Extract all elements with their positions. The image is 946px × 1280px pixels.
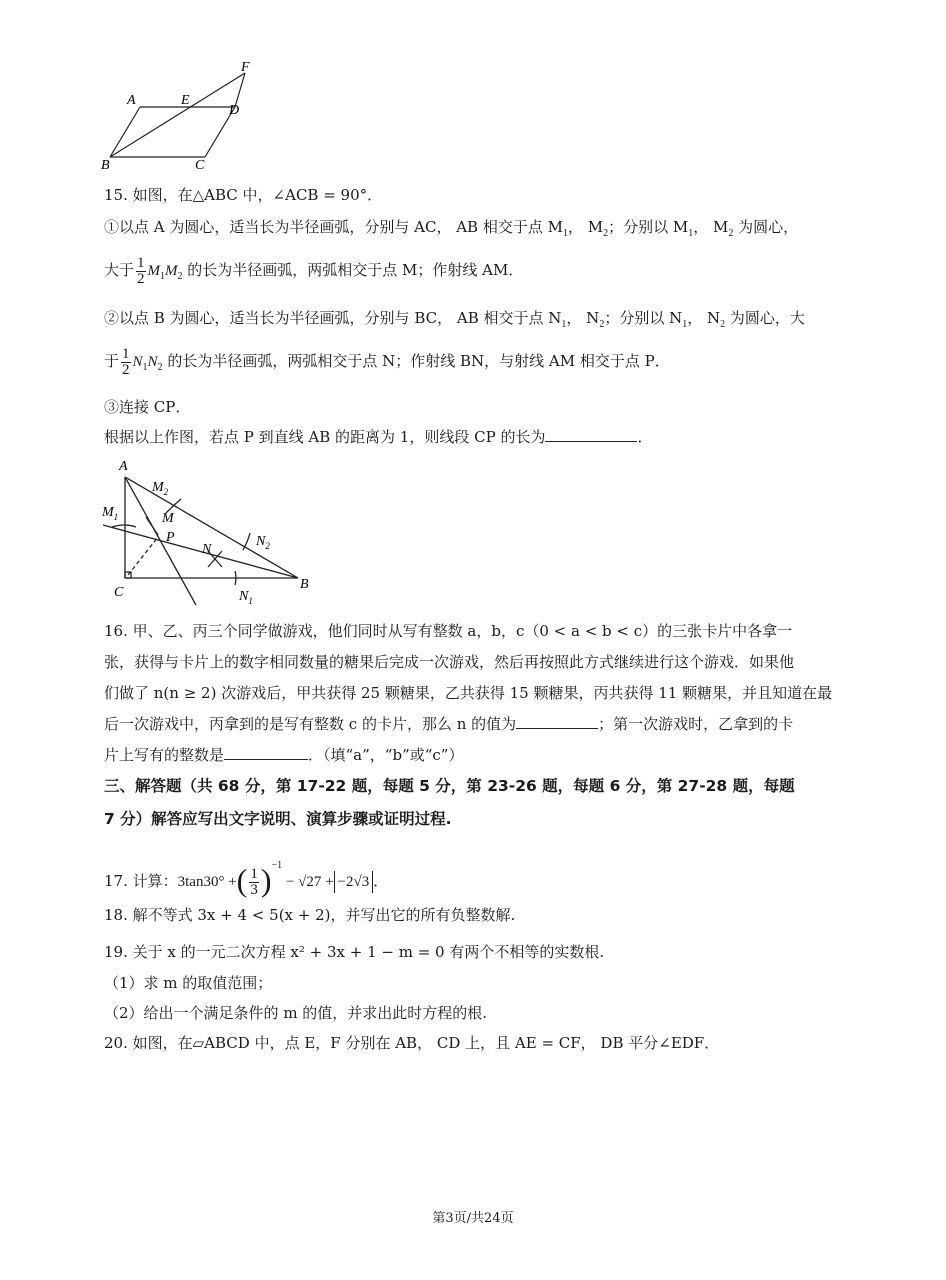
label-N: N [202,542,212,557]
q19-part1: （1）求 m 的取值范围； [104,974,273,992]
q15-step1-cont: 大于 $\frac{1}{2}$ $M_1M_2$ 的长为半径画弧，两弧相交于点 M；作射线 AM． [104,254,524,287]
label-E: E [181,93,190,108]
label-N1: $N_1$ [239,589,253,606]
q15-step2-cont: 于 $\frac{1}{2}$ $N_1N_2$ 的长为半径画弧，两弧相交于点 N；作射线 BN，与射线 AM 相交于点 P． [104,345,670,378]
label-M: M [162,511,174,526]
figure-parallelogram [95,55,270,175]
label-B: B [101,158,110,173]
q16-line5: 片上写有的整数是 ．（填“a”，“b”或“c”） [104,746,464,764]
label-M2: $M_2$ [152,480,169,497]
label-P: P [166,530,175,545]
fraction-half: $\frac{1}{2}$ [122,345,130,378]
label-C: C [195,158,205,173]
label-A: A [119,459,128,474]
label-D: D [229,103,240,118]
answer-blank [545,427,637,442]
label-F: F [241,60,250,75]
q17-line: 17. 计算：3tan30° +( $\frac{1}{3}$ )$^{-1}$ − √27 + −2√3 ． [104,860,389,898]
q16-line3: 们做了 n(n ≥ 2) 次游戏后，甲共获得 25 颗糖果，乙共获得 15 颗糖果，丙共获得 11 颗糖果，并且知道在最 [104,684,833,702]
q20-text: 20. 如图，在▱ABCD 中，点 E，F 分别在 AB， CD 上，且 AE = CF， DB 平分∠EDF． [104,1034,720,1052]
label-M1: $M_1$ [102,505,119,522]
q19-part2: （2）给出一个满足条件的 m 的值，并求出此时方程的根. [104,1004,488,1022]
q16-line1: 16. 甲、乙、丙三个同学做游戏，他们同时从写有整数 a，b，c（0 < a < b < c）的三张卡片中各拿一 [104,622,793,640]
answer-blank-card [224,745,308,760]
q15-title: 15. 如图，在△ABC 中，∠ACB = 90°． [104,186,383,204]
figure-triangle-construction [98,455,328,610]
q16-line4: 后一次游戏中，丙拿到的是写有整数 c 的卡片，那么 n 的值为 ；第一次游戏时，乙拿到的卡 [104,715,794,733]
q15-step3: ③连接 CP． [104,398,191,416]
label-C: C [114,585,124,600]
q16-line2: 张，获得与卡片上的数字相同数量的糖果后完成一次游戏，然后再按照此方式继续进行这个游戏．如果他 [104,653,795,671]
section3-heading-line1: 三、解答题（共 68 分，第 17-22 题，每题 5 分，第 23-26 题，每题 6 分，第 27-28 题，每题 [104,777,795,795]
page-number-footer: 第3页/共24页 [432,1211,514,1226]
answer-blank-n [516,714,598,729]
q18-text: 18. 解不等式 3x + 4 < 5(x + 2)，并写出它的所有负整数解. [104,906,516,924]
q15-step1: ①以点 A 为圆心，适当长为半径画弧，分别与 AC， AB 相交于点 $M_1$， $M_2$；分别以 $M_1$， $M_2$ 为圆心， [104,218,799,239]
label-B: B [300,577,309,592]
q15-step2: ②以点 B 为圆心，适当长为半径画弧，分别与 BC， AB 相交于点 $N_1$， $N_2$；分别以 $N_1$， $N_2$ 为圆心，大 [104,309,805,330]
label-A: A [127,93,136,108]
fraction-half: $\frac{1}{2}$ [137,254,145,287]
fraction-third: $\frac{1}{3}$ [250,865,258,898]
q15-question: 根据以上作图，若点 P 到直线 AB 的距离为 1，则线段 CP 的长为 ． [104,428,653,446]
section3-heading-line2: 7 分）解答应写出文字说明、演算步骤或证明过程. [104,810,452,828]
q19-text: 19. 关于 x 的一元二次方程 x² + 3x + 1 − m = 0 有两个不相等的实数根. [104,943,605,961]
label-N2: $N_2$ [256,534,270,551]
